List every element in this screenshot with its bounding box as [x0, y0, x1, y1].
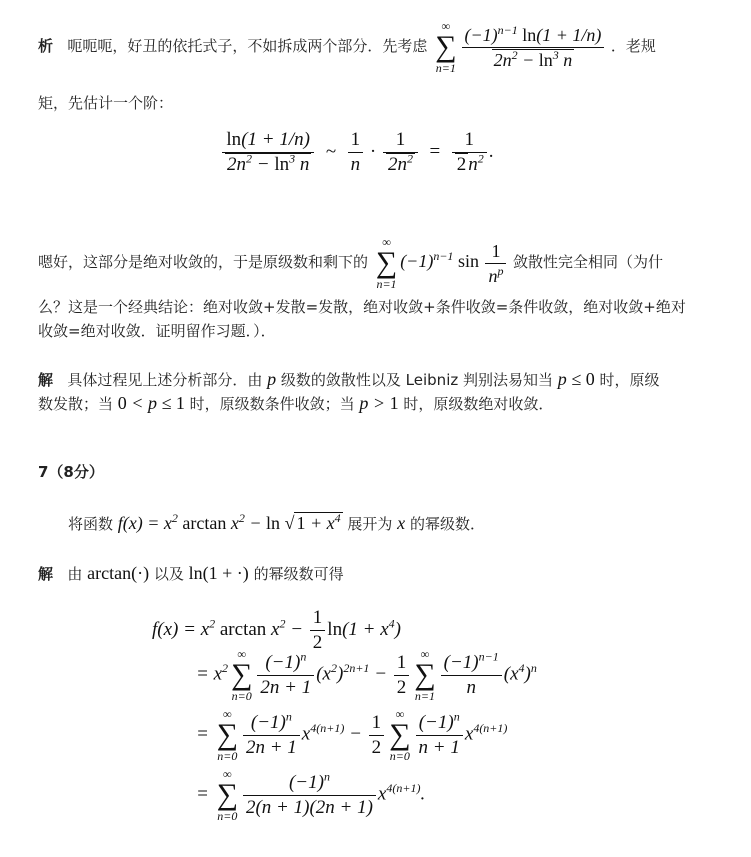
math-ln: ln(1 + ·) — [188, 563, 249, 583]
problem-7-text-2: 展开为 — [347, 515, 393, 533]
solution-6-text-4: 数发散；当 — [38, 395, 114, 413]
math-p-gt-1: p > 1 — [359, 393, 399, 413]
derivation-line-2: = $x^2$ ∞ ∑ n=0 $\frac{(-1)^n}{2n + 1}$ $(x^2)^{2n+1}$ − $\frac{1}{2}$ ∞ ∑ n=1 $\frac{(-1)^{n-1}}{n}$ $(x^4)^n$ — [196, 647, 537, 703]
solution-7-label: 解 — [38, 565, 54, 583]
function-definition: $f(x) = x^2$ $\arctan x^2 - \ln$ √ $1 + x^4$ — [117, 511, 341, 533]
analysis-text-5: 敛散性完全相同（为什 — [512, 253, 663, 272]
solution-7-text-3: 的幂级数可得 — [253, 565, 344, 583]
solution-6-text-5: 时，原级数条件收敛；当 — [189, 395, 355, 413]
problem-7-statement — [68, 506, 721, 541]
solution-6-line-2 — [38, 386, 721, 421]
derivation-line-1: $f(x) = x^2$ $\arctan x^2$ − $\frac{1}{2}$ $\ln(1 + x^4)$ — [152, 607, 401, 653]
math-p: p — [267, 369, 277, 389]
math-x: x — [397, 513, 406, 533]
analysis-text-2: ．老规 — [610, 37, 656, 56]
analysis-paragraph — [38, 20, 721, 74]
derivation-line-4: = ∞ ∑ n=0 $\frac{(-1)^n}{2(n + 1)(2n + 1)}$ $x^{4(n+1)}$. — [196, 767, 426, 823]
solution-6-text-2: 级数的敛散性以及 Leibniz 判别法易知当 — [280, 371, 554, 389]
problem-7-text-3: 的幂级数． — [409, 515, 485, 533]
analysis-line-2 — [38, 86, 721, 120]
math-p-le-0: p ≤ 0 — [557, 369, 595, 389]
analysis-paragraph-2 — [38, 236, 721, 290]
solution-7-text-1: 由 — [67, 565, 83, 583]
solution-6-label: 解 — [38, 371, 54, 389]
math-arctan: arctan(·) — [87, 563, 150, 583]
solution-7-paragraph — [38, 556, 721, 591]
analysis-label: 析 — [38, 37, 54, 56]
solution-7-text-2: 以及 — [153, 565, 184, 583]
math-0-lt-p-le-1: 0 < p ≤ 1 — [117, 393, 185, 413]
analysis-text-6: 么？这是一个经典结论：绝对收敛+发散=发散，绝对收敛+条件收敛=条件收敛，绝对收敛+绝对 — [38, 298, 686, 316]
derivation-line-3: = ∞ ∑ n=0 $\frac{(-1)^n}{2n + 1}$ $x^{4(n+1)}$ − $\frac{1}{2}$ ∞ ∑ n=0 $\frac{(-1)^n}{n + 1}$ $x^{4(n+1)}$ — [196, 707, 508, 763]
analysis-text-7: 收敛=绝对收敛．证明留作习题．）． — [38, 322, 276, 340]
analysis-text-4: 嗯好，这部分是绝对收敛的，于是原级数和剩下的 — [38, 253, 369, 272]
problem-7-text-1: 将函数 — [68, 515, 114, 533]
analysis-text-3: 矩，先估计一个阶： — [38, 94, 174, 112]
solution-6-text-3: 时，原级 — [599, 371, 660, 389]
sum-formula-2: ∞ ∑ n=1 $(-1)^{n-1}$ sin $\frac{1}{n^p}$ — [373, 251, 513, 271]
analysis-line-5 — [38, 314, 721, 348]
problem-7-header: 7（8分） — [38, 463, 104, 481]
sum-formula-1: ∞ ∑ n=1 $\frac{(-1)^{n-1} \ln(1 + 1/n)}{2n^2 - \ln^3 n}$ — [432, 35, 611, 55]
order-estimate-equation: $\frac{\ln(1 + 1/n)}{2n^2 - \ln^3 n}$ ~ $\frac{1}{n}$ · $\frac{1}{2n^2}$ = $\frac{1}{2 n^2}$ . — [220, 128, 493, 177]
analysis-text-1: 呃呃呃，好丑的依托式子，不如拆成两个部分．先考虑 — [67, 37, 428, 56]
solution-6-text-6: 时，原级数绝对收敛． — [403, 395, 554, 413]
solution-6-text-1: 具体过程见上述分析部分．由 — [67, 371, 263, 389]
